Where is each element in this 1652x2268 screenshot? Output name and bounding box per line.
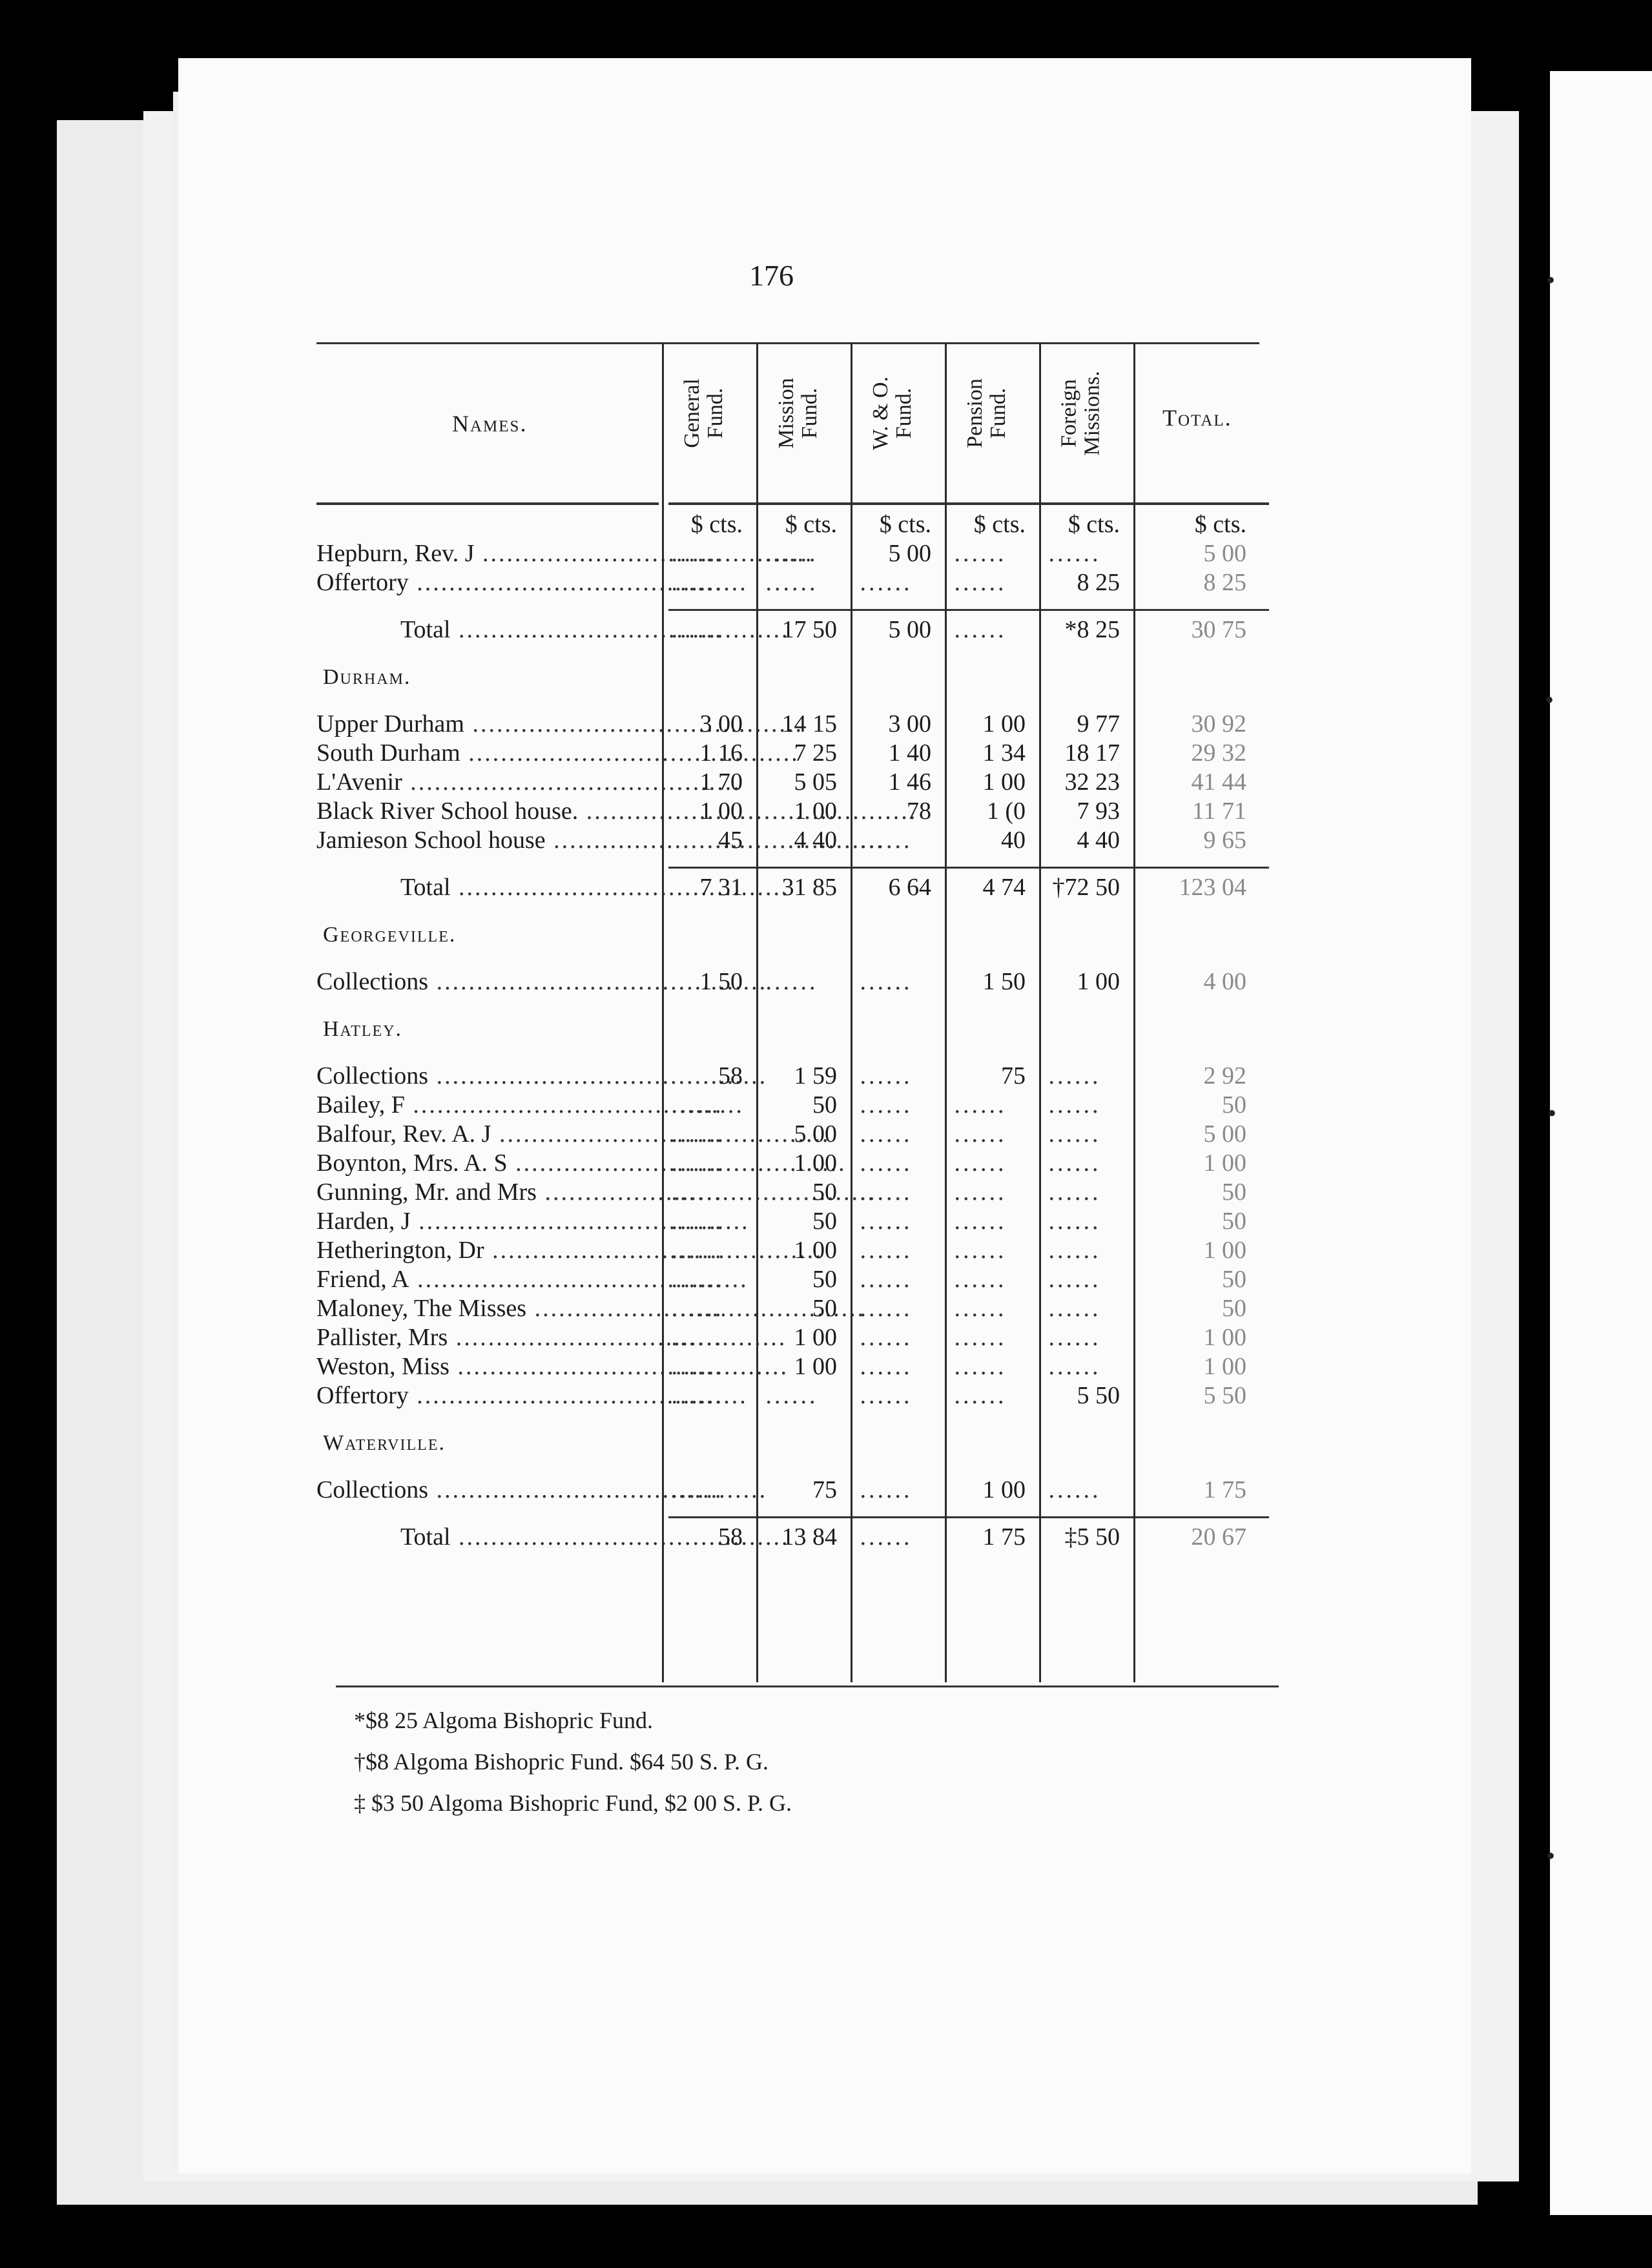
ink-speck: • — [1546, 1841, 1556, 1870]
table-cell: 1 00 — [1203, 1324, 1246, 1351]
table-cell: 5 00 — [794, 1120, 837, 1148]
units-row — [316, 510, 1269, 539]
table-cell: 1 00 — [982, 768, 1026, 796]
table-cell: ...... — [954, 1149, 1007, 1177]
table-cell: 32 23 — [1064, 768, 1120, 796]
ink-speck: • — [1547, 1098, 1557, 1128]
table-cell: 5 00 — [888, 540, 931, 567]
table-cell: ...... — [671, 1120, 724, 1148]
row-name: Balfour, Rev. A. J ..... — [316, 1120, 830, 1149]
table-cell: 7 93 — [1077, 798, 1120, 825]
unit-label: $ cts. — [973, 511, 1026, 538]
table-cell: 1 00 — [699, 798, 743, 825]
row-name: Harden, J ..... — [316, 1207, 750, 1236]
table-row — [316, 1381, 1269, 1410]
table-cell: ...... — [954, 1353, 1007, 1380]
table-cell: 1 59 — [794, 1062, 837, 1089]
column-divider — [662, 342, 664, 1682]
spacer-row — [316, 1458, 1269, 1476]
table-cell: ...... — [1048, 1353, 1101, 1380]
table-cell: ...... — [954, 1382, 1007, 1409]
row-name: L'Avenir ..... — [316, 768, 741, 797]
table-cell: ...... — [1048, 1208, 1101, 1235]
spacer-row — [316, 996, 1269, 1015]
table-cell: ...... — [671, 1237, 724, 1264]
table-cell: ...... — [671, 569, 724, 596]
table-row — [316, 539, 1269, 568]
table-cell: ...... — [954, 1120, 1007, 1148]
table-row — [316, 1149, 1269, 1178]
spacer-row — [316, 644, 1269, 663]
table-cell: 1 00 — [1077, 968, 1120, 995]
table-cell: 11 71 — [1192, 798, 1246, 825]
table-cell: ...... — [860, 1062, 913, 1089]
total-row — [316, 873, 1269, 902]
header-rule — [668, 502, 1269, 505]
row-name: Friend, A ..... — [316, 1265, 749, 1294]
table-cell: ...... — [765, 1382, 818, 1409]
table-cell: 50 — [1222, 1266, 1246, 1293]
row-name: Weston, Miss ..... — [316, 1352, 789, 1381]
table-cell: 14 15 — [781, 710, 837, 737]
table-cell: ...... — [954, 1324, 1007, 1351]
table-cell: ...... — [860, 1324, 913, 1351]
table-cell: 5 05 — [794, 768, 837, 796]
table-cell: 58 — [718, 1523, 743, 1551]
section-heading — [316, 1428, 1269, 1458]
ink-speck: • — [1545, 685, 1554, 714]
table-cell: ...... — [860, 1208, 913, 1235]
total-row — [316, 615, 1269, 644]
table-cell: ...... — [671, 1382, 724, 1409]
pension-fund-header: Pension Fund. — [963, 378, 1010, 448]
table-cell: ...... — [671, 616, 724, 643]
table-cell: 30 75 — [1191, 616, 1246, 643]
row-name: Pallister, Mrs ..... — [316, 1323, 787, 1352]
table-row — [316, 1062, 1269, 1091]
table-cell: ...... — [860, 1523, 913, 1551]
section-heading — [316, 920, 1269, 949]
footnote: *$8 25 Algoma Bishopric Fund. — [354, 1707, 654, 1733]
table-row — [316, 1178, 1269, 1207]
table-cell: 9 65 — [1203, 827, 1246, 854]
table-cell: 1 00 — [1203, 1149, 1246, 1177]
table-cell: ...... — [860, 1295, 913, 1322]
table-cell: 29 32 — [1191, 739, 1246, 767]
table-cell: ...... — [860, 1091, 913, 1119]
table-cell: 8 25 — [1077, 569, 1120, 596]
table-cell: 13 84 — [781, 1523, 837, 1551]
table-cell: ...... — [1048, 1476, 1101, 1503]
table-cell: 50 — [1222, 1208, 1246, 1235]
section-name: Durham. — [323, 665, 411, 689]
table-cell: ...... — [954, 1266, 1007, 1293]
total-row — [316, 1523, 1269, 1552]
header-rule — [316, 502, 659, 505]
row-name: Collections ..... — [316, 1062, 767, 1091]
names-header: Names. — [452, 411, 528, 437]
table-cell: ...... — [860, 1476, 913, 1503]
row-name: Bailey, F ..... — [316, 1091, 744, 1120]
subtotal-rule — [668, 867, 1269, 869]
table-cell: ...... — [954, 1091, 1007, 1119]
column-divider — [945, 342, 947, 1682]
table-cell: 5 00 — [1203, 540, 1246, 567]
table-cell: ...... — [1048, 1091, 1101, 1119]
table-cell: ...... — [671, 1179, 724, 1206]
table-row — [316, 710, 1269, 739]
table-cell: 1 (0 — [986, 798, 1026, 825]
table-cell: 1 70 — [699, 768, 743, 796]
table-cell: ...... — [860, 1353, 913, 1380]
row-name: Black River School house. ..... — [316, 797, 917, 826]
total-header: Total. — [1162, 405, 1232, 431]
row-name: Maloney, The Misses ..... — [316, 1294, 865, 1323]
table-cell: 4 40 — [794, 827, 837, 854]
row-name: Total ..... — [400, 615, 790, 644]
table-cell: ...... — [671, 1324, 724, 1351]
table-row — [316, 1294, 1269, 1323]
spacer-row — [316, 1505, 1269, 1523]
table-cell: ...... — [860, 569, 913, 596]
unit-label: $ cts. — [1194, 511, 1246, 538]
page-number: 176 — [749, 259, 794, 292]
ink-speck: • — [1546, 265, 1556, 294]
table-row — [316, 1091, 1269, 1120]
table-cell: 30 92 — [1191, 710, 1246, 737]
spacer-row — [316, 949, 1269, 967]
subtotal-rule — [668, 1516, 1269, 1518]
table-row — [316, 1265, 1269, 1294]
table-cell: 1 50 — [699, 968, 743, 995]
foreign-missions-header: Foreign Missions. — [1057, 371, 1105, 456]
table-cell: ...... — [1048, 1179, 1101, 1206]
table-cell: ‡5 50 — [1064, 1523, 1120, 1551]
row-name: Boynton, Mrs. A. S ..... — [316, 1149, 847, 1178]
table-row — [316, 1476, 1269, 1505]
table-cell: ...... — [765, 968, 818, 995]
table-cell: 50 — [1222, 1091, 1246, 1119]
unit-label: $ cts. — [1068, 511, 1120, 538]
table-cell: 5 50 — [1203, 1382, 1246, 1409]
table-row — [316, 1323, 1269, 1352]
footnote: ‡ $3 50 Algoma Bishopric Fund, $2 00 S. P. G. — [354, 1790, 792, 1816]
table-cell: ...... — [671, 540, 724, 567]
table-cell: ...... — [671, 1266, 724, 1293]
w-and-o-fund-header: W. & O. Fund. — [868, 376, 916, 450]
table-cell: 4 74 — [982, 874, 1026, 901]
bottom-rule — [336, 1686, 1279, 1687]
table-cell: 50 — [1222, 1179, 1246, 1206]
table-cell: 7 25 — [794, 739, 837, 767]
contributions-table — [316, 342, 1269, 1552]
unit-label: $ cts. — [785, 511, 837, 538]
section-name: Georgeville. — [323, 923, 457, 947]
table-cell: 5 00 — [1203, 1120, 1246, 1148]
table-cell: ...... — [860, 1266, 913, 1293]
table-cell: 50 — [812, 1179, 837, 1206]
table-cell: ...... — [954, 569, 1007, 596]
table-row — [316, 1352, 1269, 1381]
table-cell: 5 00 — [888, 616, 931, 643]
table-cell: *8 25 — [1064, 616, 1120, 643]
table-cell: ...... — [671, 1091, 724, 1119]
table-cell: ...... — [954, 616, 1007, 643]
table-cell: ...... — [671, 1208, 724, 1235]
table-cell: 20 67 — [1191, 1523, 1246, 1551]
table-cell: ...... — [1048, 1237, 1101, 1264]
table-cell: 1 34 — [982, 739, 1026, 767]
column-divider — [756, 342, 758, 1682]
table-cell: ...... — [1048, 1120, 1101, 1148]
table-cell: 1 00 — [794, 798, 837, 825]
table-cell: ...... — [765, 569, 818, 596]
footnote: †$8 Algoma Bishopric Fund. $64 50 S. P. G. — [354, 1749, 769, 1775]
unit-label: $ cts. — [690, 511, 743, 538]
table-cell: 17 50 — [781, 616, 837, 643]
table-cell: 1 00 — [794, 1353, 837, 1380]
table-cell: 9 77 — [1077, 710, 1120, 737]
row-name: Offertory ..... — [316, 568, 748, 597]
table-cell: ...... — [860, 1237, 913, 1264]
table-cell: ...... — [954, 1237, 1007, 1264]
table-cell: 50 — [812, 1266, 837, 1293]
table-cell: 1 46 — [888, 768, 931, 796]
subtotal-rule — [668, 609, 1269, 611]
table-cell: 31 85 — [781, 874, 837, 901]
table-row — [316, 1207, 1269, 1236]
table-cell: 123 04 — [1179, 874, 1246, 901]
row-name: Hepburn, Rev. J ..... — [316, 539, 814, 568]
table-cell: ...... — [671, 1476, 724, 1503]
row-name: Total ..... — [400, 1523, 790, 1552]
column-divider — [851, 342, 852, 1682]
general-fund-header: General Fund. — [679, 378, 727, 448]
table-cell: 7 31 — [699, 874, 743, 901]
table-cell: 1 00 — [794, 1324, 837, 1351]
table-cell: ...... — [860, 1149, 913, 1177]
table-cell: 2 92 — [1203, 1062, 1246, 1089]
adjacent-page-edge — [1545, 71, 1652, 2215]
table-cell: 50 — [1222, 1295, 1246, 1322]
table-cell: ...... — [860, 1179, 913, 1206]
table-row — [316, 568, 1269, 597]
table-row — [316, 1120, 1269, 1149]
table-row — [316, 739, 1269, 768]
table-cell: 45 — [718, 827, 743, 854]
table-cell: 78 — [907, 798, 931, 825]
table-cell: †72 50 — [1052, 874, 1120, 901]
table-cell: 1 00 — [794, 1149, 837, 1177]
table-cell: ...... — [1048, 1266, 1101, 1293]
table-row — [316, 826, 1269, 855]
section-heading — [316, 1015, 1269, 1044]
row-name: Collections ..... — [316, 967, 767, 996]
table-cell: 1 00 — [794, 1237, 837, 1264]
table-cell: 75 — [812, 1476, 837, 1503]
column-divider — [1133, 342, 1135, 1682]
table-cell: ...... — [1048, 540, 1101, 567]
table-cell: 3 00 — [888, 710, 931, 737]
table-cell: 4 40 — [1077, 827, 1120, 854]
table-cell: 75 — [1001, 1062, 1026, 1089]
row-name: Collections ..... — [316, 1476, 767, 1505]
table-cell: 1 00 — [1203, 1353, 1246, 1380]
row-name: Offertory ..... — [316, 1381, 748, 1410]
table-cell: 1 75 — [1203, 1476, 1246, 1503]
table-cell: 8 25 — [1203, 569, 1246, 596]
table-cell: 40 — [1001, 827, 1026, 854]
table-cell: 4 00 — [1203, 968, 1246, 995]
section-heading — [316, 663, 1269, 692]
table-cell: ...... — [765, 540, 818, 567]
table-cell: 41 44 — [1191, 768, 1246, 796]
table-cell: 1 16 — [699, 739, 743, 767]
spacer-row — [316, 855, 1269, 873]
table-cell: 1 00 — [982, 1476, 1026, 1503]
unit-label: $ cts. — [879, 511, 931, 538]
table-cell: 1 40 — [888, 739, 931, 767]
mission-fund-header: Mission Fund. — [774, 378, 821, 449]
row-name: Total ..... — [400, 873, 790, 902]
table-row — [316, 1236, 1269, 1265]
table-row — [316, 797, 1269, 826]
section-name: Waterville. — [323, 1431, 446, 1455]
spacer-row — [316, 902, 1269, 920]
table-cell: ...... — [954, 1208, 1007, 1235]
spacer-row — [316, 597, 1269, 615]
table-cell: ...... — [954, 540, 1007, 567]
table-cell: 50 — [812, 1208, 837, 1235]
section-name: Hatley. — [323, 1017, 403, 1041]
footnotes — [354, 1700, 792, 1824]
table-cell: ...... — [1048, 1149, 1101, 1177]
table-cell: 6 64 — [888, 874, 931, 901]
table-cell: ...... — [1048, 1062, 1101, 1089]
column-divider — [1039, 342, 1041, 1682]
table-cell: 1 75 — [982, 1523, 1026, 1551]
table-cell: ...... — [954, 1295, 1007, 1322]
table-cell: 50 — [812, 1091, 837, 1119]
row-name: Jamieson School house ..... — [316, 826, 885, 855]
row-name: Hetherington, Dr ..... — [316, 1236, 823, 1265]
table-cell: ...... — [860, 968, 913, 995]
row-name: Gunning, Mr. and Mrs ..... — [316, 1178, 876, 1207]
table-header — [316, 342, 1269, 491]
table-cell: ...... — [671, 1295, 724, 1322]
row-name: Upper Durham ..... — [316, 710, 803, 739]
table-cell: ...... — [1048, 1295, 1101, 1322]
table-cell: 50 — [812, 1295, 837, 1322]
table-cell: 3 00 — [699, 710, 743, 737]
table-cell: 58 — [718, 1062, 743, 1089]
spacer-row — [316, 692, 1269, 710]
table-cell: 1 50 — [982, 968, 1026, 995]
table-cell: ...... — [1048, 1324, 1101, 1351]
table-cell: ...... — [860, 1120, 913, 1148]
table-cell: 1 00 — [1203, 1237, 1246, 1264]
table-row — [316, 967, 1269, 996]
table-cell: ...... — [954, 1179, 1007, 1206]
table-cell: ...... — [860, 1382, 913, 1409]
table-row — [316, 768, 1269, 797]
table-cell: ...... — [860, 827, 913, 854]
table-cell: ...... — [671, 1149, 724, 1177]
table-cell: 1 00 — [982, 710, 1026, 737]
spacer-row — [316, 1044, 1269, 1062]
row-name: South Durham ..... — [316, 739, 800, 768]
table-cell: 18 17 — [1064, 739, 1120, 767]
table-cell: ...... — [671, 1353, 724, 1380]
spacer-row — [316, 1410, 1269, 1428]
table-cell: 5 50 — [1077, 1382, 1120, 1409]
